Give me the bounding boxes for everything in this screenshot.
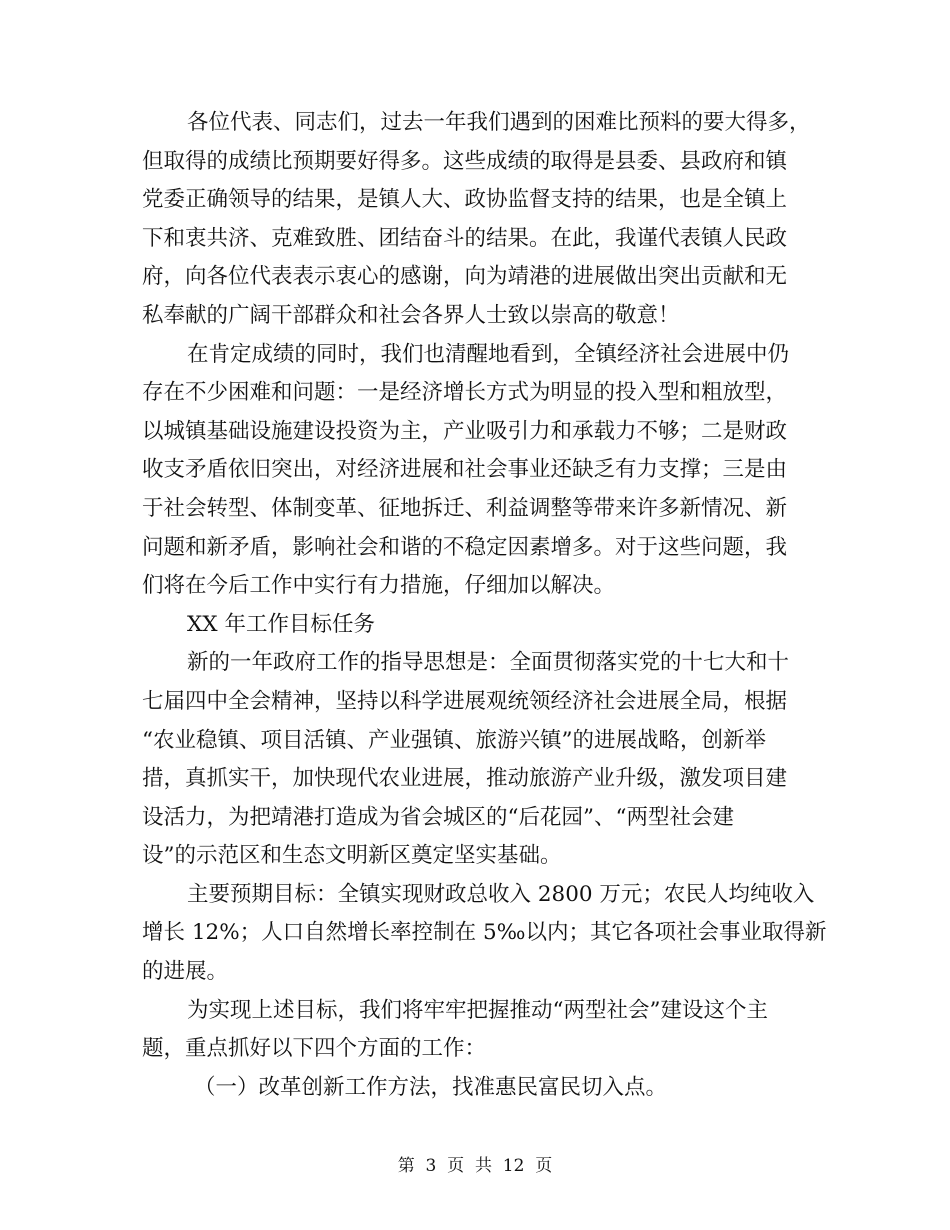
paragraph-1	[142, 104, 811, 336]
text-line: 新的一年政府工作的指导思想是：全面贯彻落实党的十七大和十	[187, 650, 790, 676]
paragraph-4	[142, 876, 827, 992]
text-line: 的进展。	[142, 959, 229, 985]
text-line: 下和衷共济、克难致胜、团结奋斗的结果。在此，我谨代表镇人民政	[142, 225, 788, 251]
text-line: 私奉献的广阔干部群众和社会各界人士致以崇高的敬意！	[142, 302, 680, 328]
text-line: 府，向各位代表表示衷心的感谢，向为靖港的进展做出突出贡献和无	[142, 264, 788, 290]
paragraph-3	[142, 644, 808, 876]
text-line: 增长 12%；人口自然增长率控制在 5‰以内；其它各项社会事业取得新	[142, 920, 827, 946]
document-body	[142, 104, 827, 1107]
text-line: 题，重点抓好以下四个方面的工作：	[142, 1036, 487, 1062]
paragraph-2	[142, 336, 808, 606]
section-heading: XX 年工作目标任务	[187, 611, 375, 637]
text-line: 为实现上述目标，我们将牢牢把握推动“两型社会”建设这个主	[187, 997, 768, 1023]
text-line: 于社会转型、体制变革、征地拆迁、利益调整等带来许多新情况、新	[142, 495, 788, 521]
text-line: 设”的示范区和生态文明新区奠定坚实基础。	[142, 843, 562, 869]
text-line: 主要预期目标：全镇实现财政总收入 2800 万元；农民人均纯收入	[187, 881, 815, 907]
text-line: 七届四中全会精神，坚持以科学进展观统领经济社会进展全局，根据	[142, 688, 788, 714]
text-line: 收支矛盾依旧突出，对经济进展和社会事业还缺乏有力支撑；三是由	[142, 457, 788, 483]
text-line: 党委正确领导的结果，是镇人大、政协监督支持的结果，也是全镇上	[142, 187, 788, 213]
text-line: 措，真抓实干，加快现代农业进展，推动旅游产业升级，激发项目建	[142, 766, 788, 792]
text-line: 以城镇基础设施建设投资为主，产业吸引力和承载力不够；二是财政	[142, 418, 788, 444]
subsection-heading: （一）改革创新工作方法，找准惠民富民切入点。	[194, 1074, 668, 1100]
text-line: “农业稳镇、项目活镇、产业强镇、旅游兴镇”的进展战略，创新举	[142, 727, 766, 753]
text-line: 但取得的成绩比预期要好得多。这些成绩的取得是县委、县政府和镇	[142, 148, 788, 174]
text-line: 各位代表、同志们，过去一年我们遇到的困难比预料的要大得多，	[187, 110, 811, 135]
page-number-footer: 第 3 页 共 12 页	[397, 1156, 553, 1176]
text-line: 设活力，为把靖港打造成为省会城区的“后花园”、“两型社会建	[142, 804, 734, 830]
text-line: 问题和新矛盾，影响社会和谐的不稳定因素增多。对于这些问题，我	[142, 534, 788, 560]
paragraph-5	[142, 992, 808, 1069]
text-line: 存在不少困难和问题：一是经济增长方式为明显的投入型和粗放型，	[142, 380, 788, 406]
text-line: 们将在今后工作中实行有力措施，仔细加以解决。	[142, 573, 616, 599]
text-line: 在肯定成绩的同时，我们也清醒地看到，全镇经济社会进展中仍	[187, 341, 790, 367]
